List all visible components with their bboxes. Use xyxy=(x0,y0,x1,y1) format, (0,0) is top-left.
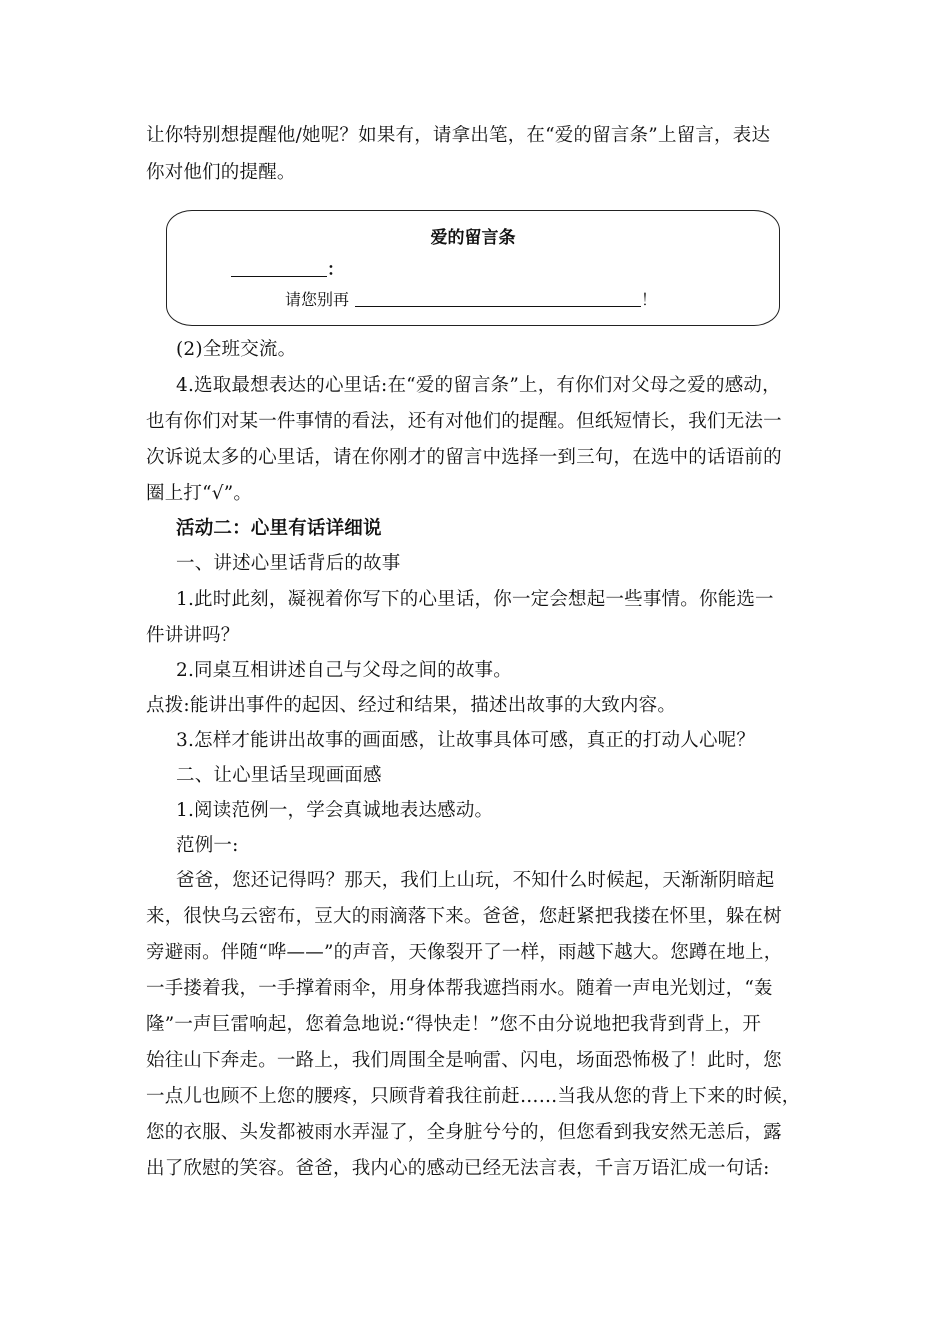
step-4-line-1: 4.选取最想表达的心里话:在“爱的留言条”上，有你们对父母之爱的感动， xyxy=(176,375,781,396)
item-1-line-1: 1.此时此刻，凝视着你写下的心里话，你一定会想起一些事情。你能选一 xyxy=(176,589,774,610)
request-prefix: 请您别再 xyxy=(285,290,350,309)
request-fill-line xyxy=(355,288,641,307)
addressee-colon: ： xyxy=(327,260,344,280)
example-line: 隆”一声巨雷响起，您着急地说:“得快走！”您不由分说地把我背到背上，开 xyxy=(146,1014,762,1035)
activity-2-heading: 活动二：心里有话详细说 xyxy=(176,518,382,539)
example-line: 您的衣服、头发都被雨水弄湿了，全身脏兮兮的，但您看到我安然无恙后，露 xyxy=(146,1122,782,1143)
example-line: 爸爸，您还记得吗？那天，我们上山玩，不知什么时候起，天渐渐阴暗起 xyxy=(176,870,775,891)
request-line xyxy=(285,287,657,310)
item-2: 2.同桌互相讲述自己与父母之间的故事。 xyxy=(176,660,512,681)
addressee-fill-line xyxy=(231,258,327,277)
example-label: 范例一: xyxy=(176,835,239,856)
item-1-line-2: 件讲讲吗？ xyxy=(146,625,240,646)
example-line: 旁避雨。伴随“哗——”的声音，天像裂开了一样，雨越下越大。您蹲在地上， xyxy=(146,942,783,963)
example-line: 一手搂着我，一手撑着雨伞，用身体帮我遮挡雨水。随着一声电光划过，“轰 xyxy=(146,978,773,999)
intro-line-1: 让你特别想提醒他/她呢？如果有，请拿出笔，在“爱的留言条”上留言，表达 xyxy=(146,125,771,146)
example-line: 来，很快乌云密布，豆大的雨滴落下来。爸爸，您赶紧把我搂在怀里，躲在树 xyxy=(146,906,782,927)
step-4-line-4: 圈上打“√”。 xyxy=(146,483,253,504)
intro-line-2: 你对他们的提醒。 xyxy=(146,162,296,183)
example-line: 始往山下奔走。一路上，我们周围全是响雷、闪电，场面恐怖极了！此时，您 xyxy=(146,1050,782,1071)
example-line: 出了欣慰的笑容。爸爸，我内心的感动已经无法言表，千言万语汇成一句话: xyxy=(146,1158,770,1179)
section-1-title: 一、讲述心里话背后的故事 xyxy=(176,553,401,574)
step-4-line-2: 也有你们对某一件事情的看法，还有对他们的提醒。但纸短情长，我们无法一 xyxy=(146,411,782,432)
read-example-1: 1.阅读范例一，学会真诚地表达感动。 xyxy=(176,800,494,821)
addressee-blank xyxy=(231,255,344,280)
tip: 点拨:能讲出事件的起因、经过和结果，描述出故事的大致内容。 xyxy=(146,695,677,716)
request-suffix: ！ xyxy=(641,290,658,309)
section-2-title: 二、让心里话呈现画面感 xyxy=(176,765,382,786)
love-note-title: 爱的留言条 xyxy=(430,228,516,248)
step-4-line-3: 次诉说太多的心里话，请在你刚才的留言中选择一到三句，在选中的话语前的 xyxy=(146,447,782,468)
item-3: 3.怎样才能讲出故事的画面感，让故事具体可感，真正的打动人心呢？ xyxy=(176,730,756,751)
love-note-box xyxy=(166,210,780,326)
example-line: 一点儿也顾不上您的腰疼，只顾背着我往前赶……当我从您的背上下来的时候， xyxy=(146,1086,801,1107)
step-2: (2)全班交流。 xyxy=(176,339,297,360)
